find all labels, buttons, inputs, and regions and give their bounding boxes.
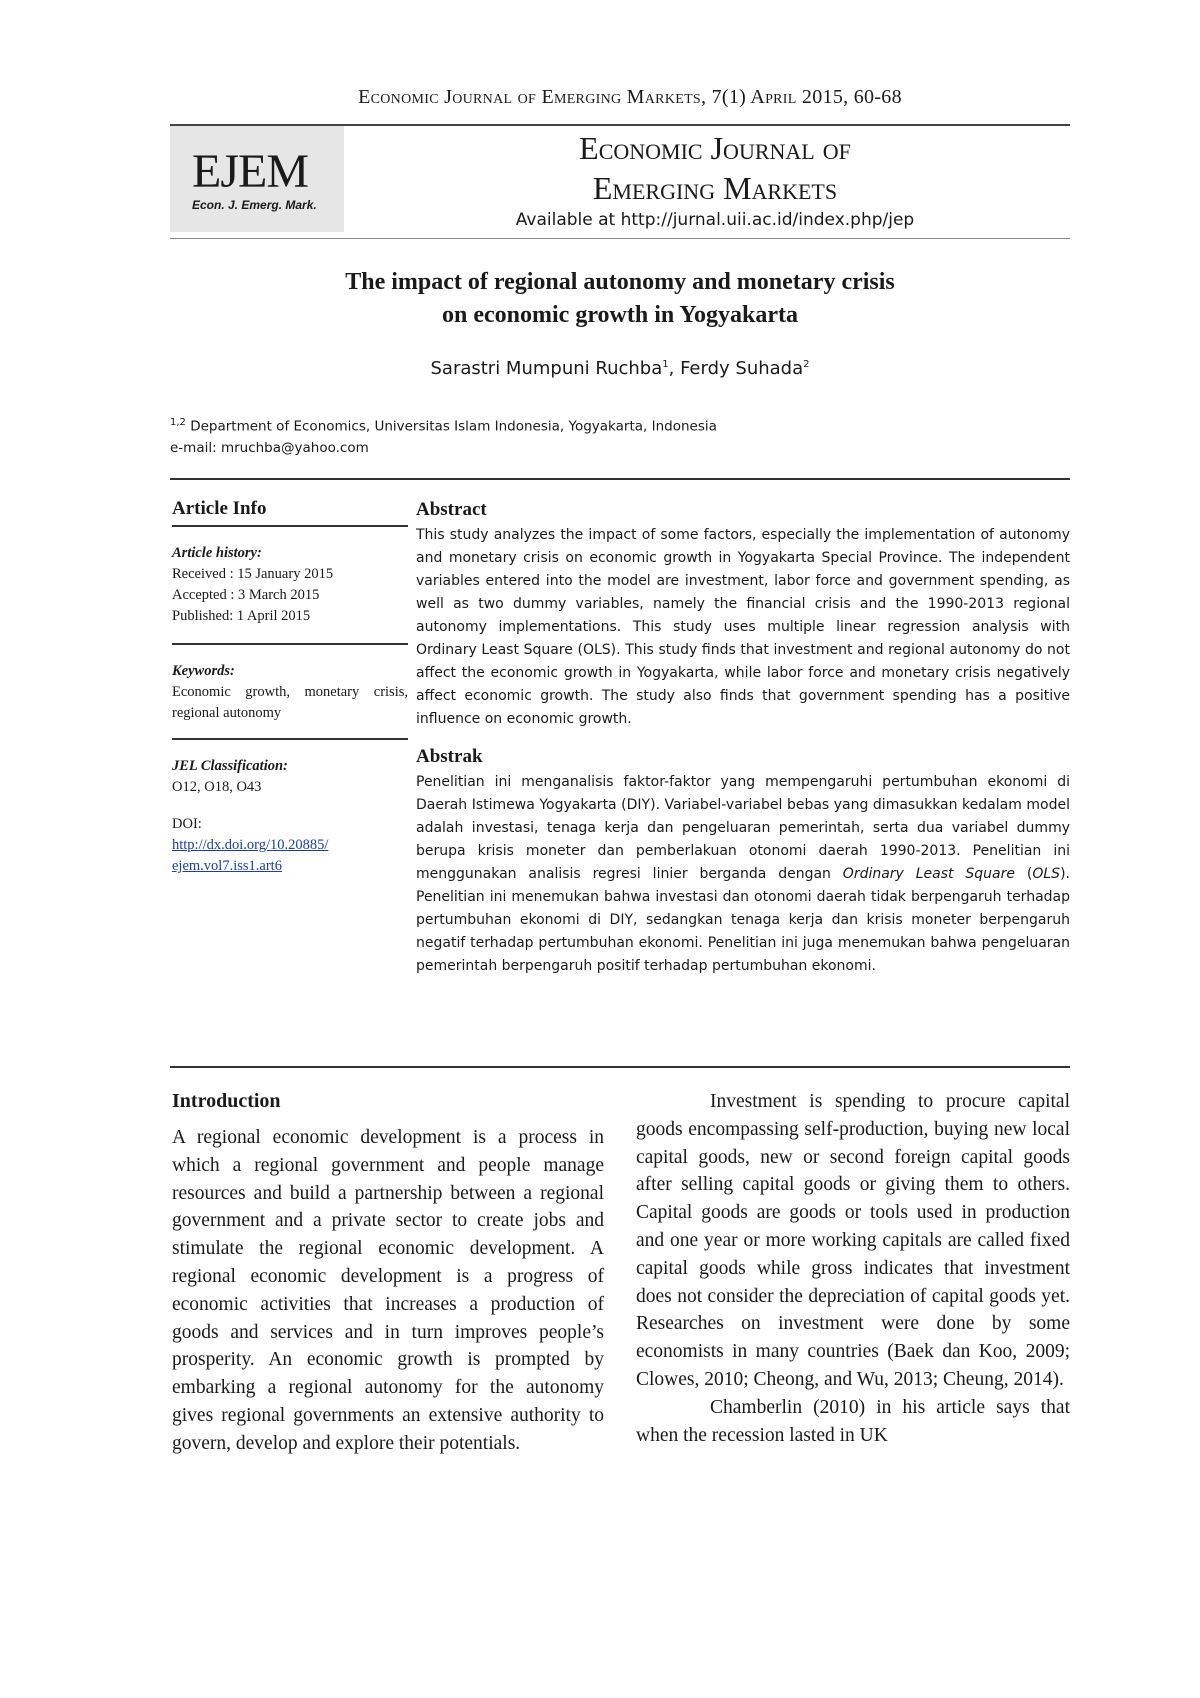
author-1-marker: 1: [662, 359, 669, 370]
article-info-divider: [172, 525, 408, 527]
author-2: Ferdy Suhada: [680, 358, 804, 379]
header-divider: [170, 478, 1070, 480]
accepted-date: Accepted : 3 March 2015: [172, 587, 320, 603]
running-head: Economic Journal of Emerging Markets, 7(1) April 2015, 60-68: [358, 86, 902, 108]
journal-title: [360, 128, 1070, 208]
logo-subtitle: Econ. J. Emerg. Mark.: [192, 198, 317, 212]
journal-logo: [170, 126, 344, 232]
article-info-heading: Article Info: [172, 498, 267, 519]
abstrak-ols-abbrev: OLS: [1032, 866, 1061, 882]
author-2-marker: 2: [803, 359, 810, 370]
journal-masthead: [170, 124, 1070, 239]
abstrak-part2: (: [1015, 866, 1033, 882]
abstrak-part3: ). Penelitian ini menemukan bahwa investasi dan otonomi daerah tidak berpengaruh terhadap pertumbuhan ekonomi di DIY, sedangkan tenaga kerja dan krisis moneter berpengaruh negatif terhadap pertumbuhan ekonomi. Penelitian ini juga menemukan bahwa pengeluaran pemerintah berpengaruh positif terhadap pertumbuhan ekonomi.: [416, 866, 1070, 974]
paper-title-line2: on economic growth in Yogyakarta: [442, 302, 798, 328]
abstrak-part1: Penelitian ini menganalisis faktor-faktor yang mempengaruhi pertumbuhan ekonomi di Daerah Istimewa Yogyakarta (DIY). Variabel-variabel bebas yang dimasukkan kedalam model adalah investasi, tenaga kerja dan pengeluaran pemerintah, serta dua variabel dummy berupa krisis moneter dan pemberlakuan otonomi daerah 1990-2013. Penelitian ini menggunakan analisis regresi linier berganda dengan: [416, 774, 1070, 882]
author-separator: ,: [668, 358, 681, 379]
keywords: Economic growth, monetary crisis, regional autonomy: [172, 684, 408, 721]
introduction-paragraph: A regional economic development is a process in which a regional government and people manage resources and build a partnership between a regional government and a private sector to create jobs and stimulate the regional economic development. A regional economic development is a progress of economic activities that increases a production of goods and services and in turn improves people’s prosperity. An economic growth is prompted by embarking a regional autonomy for the autonomy gives regional governments an extensive authority to govern, develop and explore their potentials.: [172, 1127, 604, 1454]
doi-link[interactable]: [172, 837, 328, 874]
history-divider: [172, 643, 408, 645]
history-label: Article history:: [172, 545, 262, 561]
abstract-heading: Abstract: [416, 499, 487, 520]
chamberlin-paragraph: Chamberlin (2010) in his article says that when the recession lasted in UK: [636, 1396, 1070, 1446]
jel-label: JEL Classification:: [172, 758, 288, 774]
journal-url[interactable]: Available at http://jurnal.uii.ac.id/index.php/jep: [515, 210, 915, 230]
abstract-divider: [170, 1066, 1070, 1068]
received-date: Received : 15 January 2015: [172, 566, 334, 582]
doi-line1[interactable]: http://dx.doi.org/10.20885/: [172, 837, 329, 853]
paper-title: [170, 266, 1070, 332]
author-1: Sarastri Mumpuni Ruchba: [430, 358, 663, 379]
keywords-divider: [172, 738, 408, 740]
affiliation: [170, 412, 717, 459]
abstract-text: This study analyzes the impact of some factors, especially the implementation of autonomy and monetary crisis on economic growth in Yogyakarta Special Province. The independent variables entered into the model are investment, labor force and government spending, as well as two dummy variables, namely the financial crisis and the 1990-2013 regional autonomy implementations. This study uses multiple linear regression analysis with Ordinary Least Square (OLS). This study finds that investment and regional autonomy do not affect the economic growth in Yogyakarta, while labor force and monetary crisis negatively affect economic growth. The study also finds that government spending has a positive influence on economic growth.: [416, 527, 1070, 727]
authors: [170, 358, 1070, 379]
logo-text: EJEM: [192, 145, 308, 198]
introduction-heading: Introduction: [172, 1090, 281, 1112]
doi-label: DOI:: [172, 816, 202, 832]
abstrak-text: [416, 771, 1070, 978]
abstract-column: [416, 498, 1070, 978]
doi-line2[interactable]: ejem.vol7.iss1.art6: [172, 858, 282, 874]
jel-codes: O12, O18, O43: [172, 779, 262, 795]
published-date: Published: 1 April 2015: [172, 608, 311, 624]
journal-title-line2: Emerging Markets: [592, 170, 838, 206]
body-left-column: [172, 1088, 604, 1458]
author-email[interactable]: e-mail: mruchba@yahoo.com: [170, 439, 369, 456]
keywords-label: Keywords:: [172, 663, 235, 679]
journal-title-line1: Economic Journal of: [579, 130, 851, 166]
article-info-column: [172, 498, 408, 877]
affiliation-marker: 1,2: [170, 417, 186, 428]
body-right-column: [636, 1088, 1070, 1449]
affiliation-text: Department of Economics, Universitas Islam Indonesia, Yogyakarta, Indonesia: [185, 418, 717, 435]
paper-title-line1: The impact of regional autonomy and monetary crisis: [345, 269, 895, 295]
abstrak-ols-term: Ordinary Least Square: [842, 866, 1015, 882]
investment-paragraph: Investment is spending to procure capital goods encompassing self-production, buying new local capital goods, new or second foreign capital goods after selling capital goods or giving them to others. Capital goods are goods or tools used in production and one year or more working capitals are called fixed capital goods while gross indicates that investment does not consider the depreciation of capital goods yet. Researches on investment were done by some economists in many countries (Baek dan Koo, 2009; Clowes, 2010; Cheong, and Wu, 2013; Cheung, 2014).: [636, 1091, 1070, 1390]
abstrak-heading: Abstrak: [416, 746, 483, 767]
